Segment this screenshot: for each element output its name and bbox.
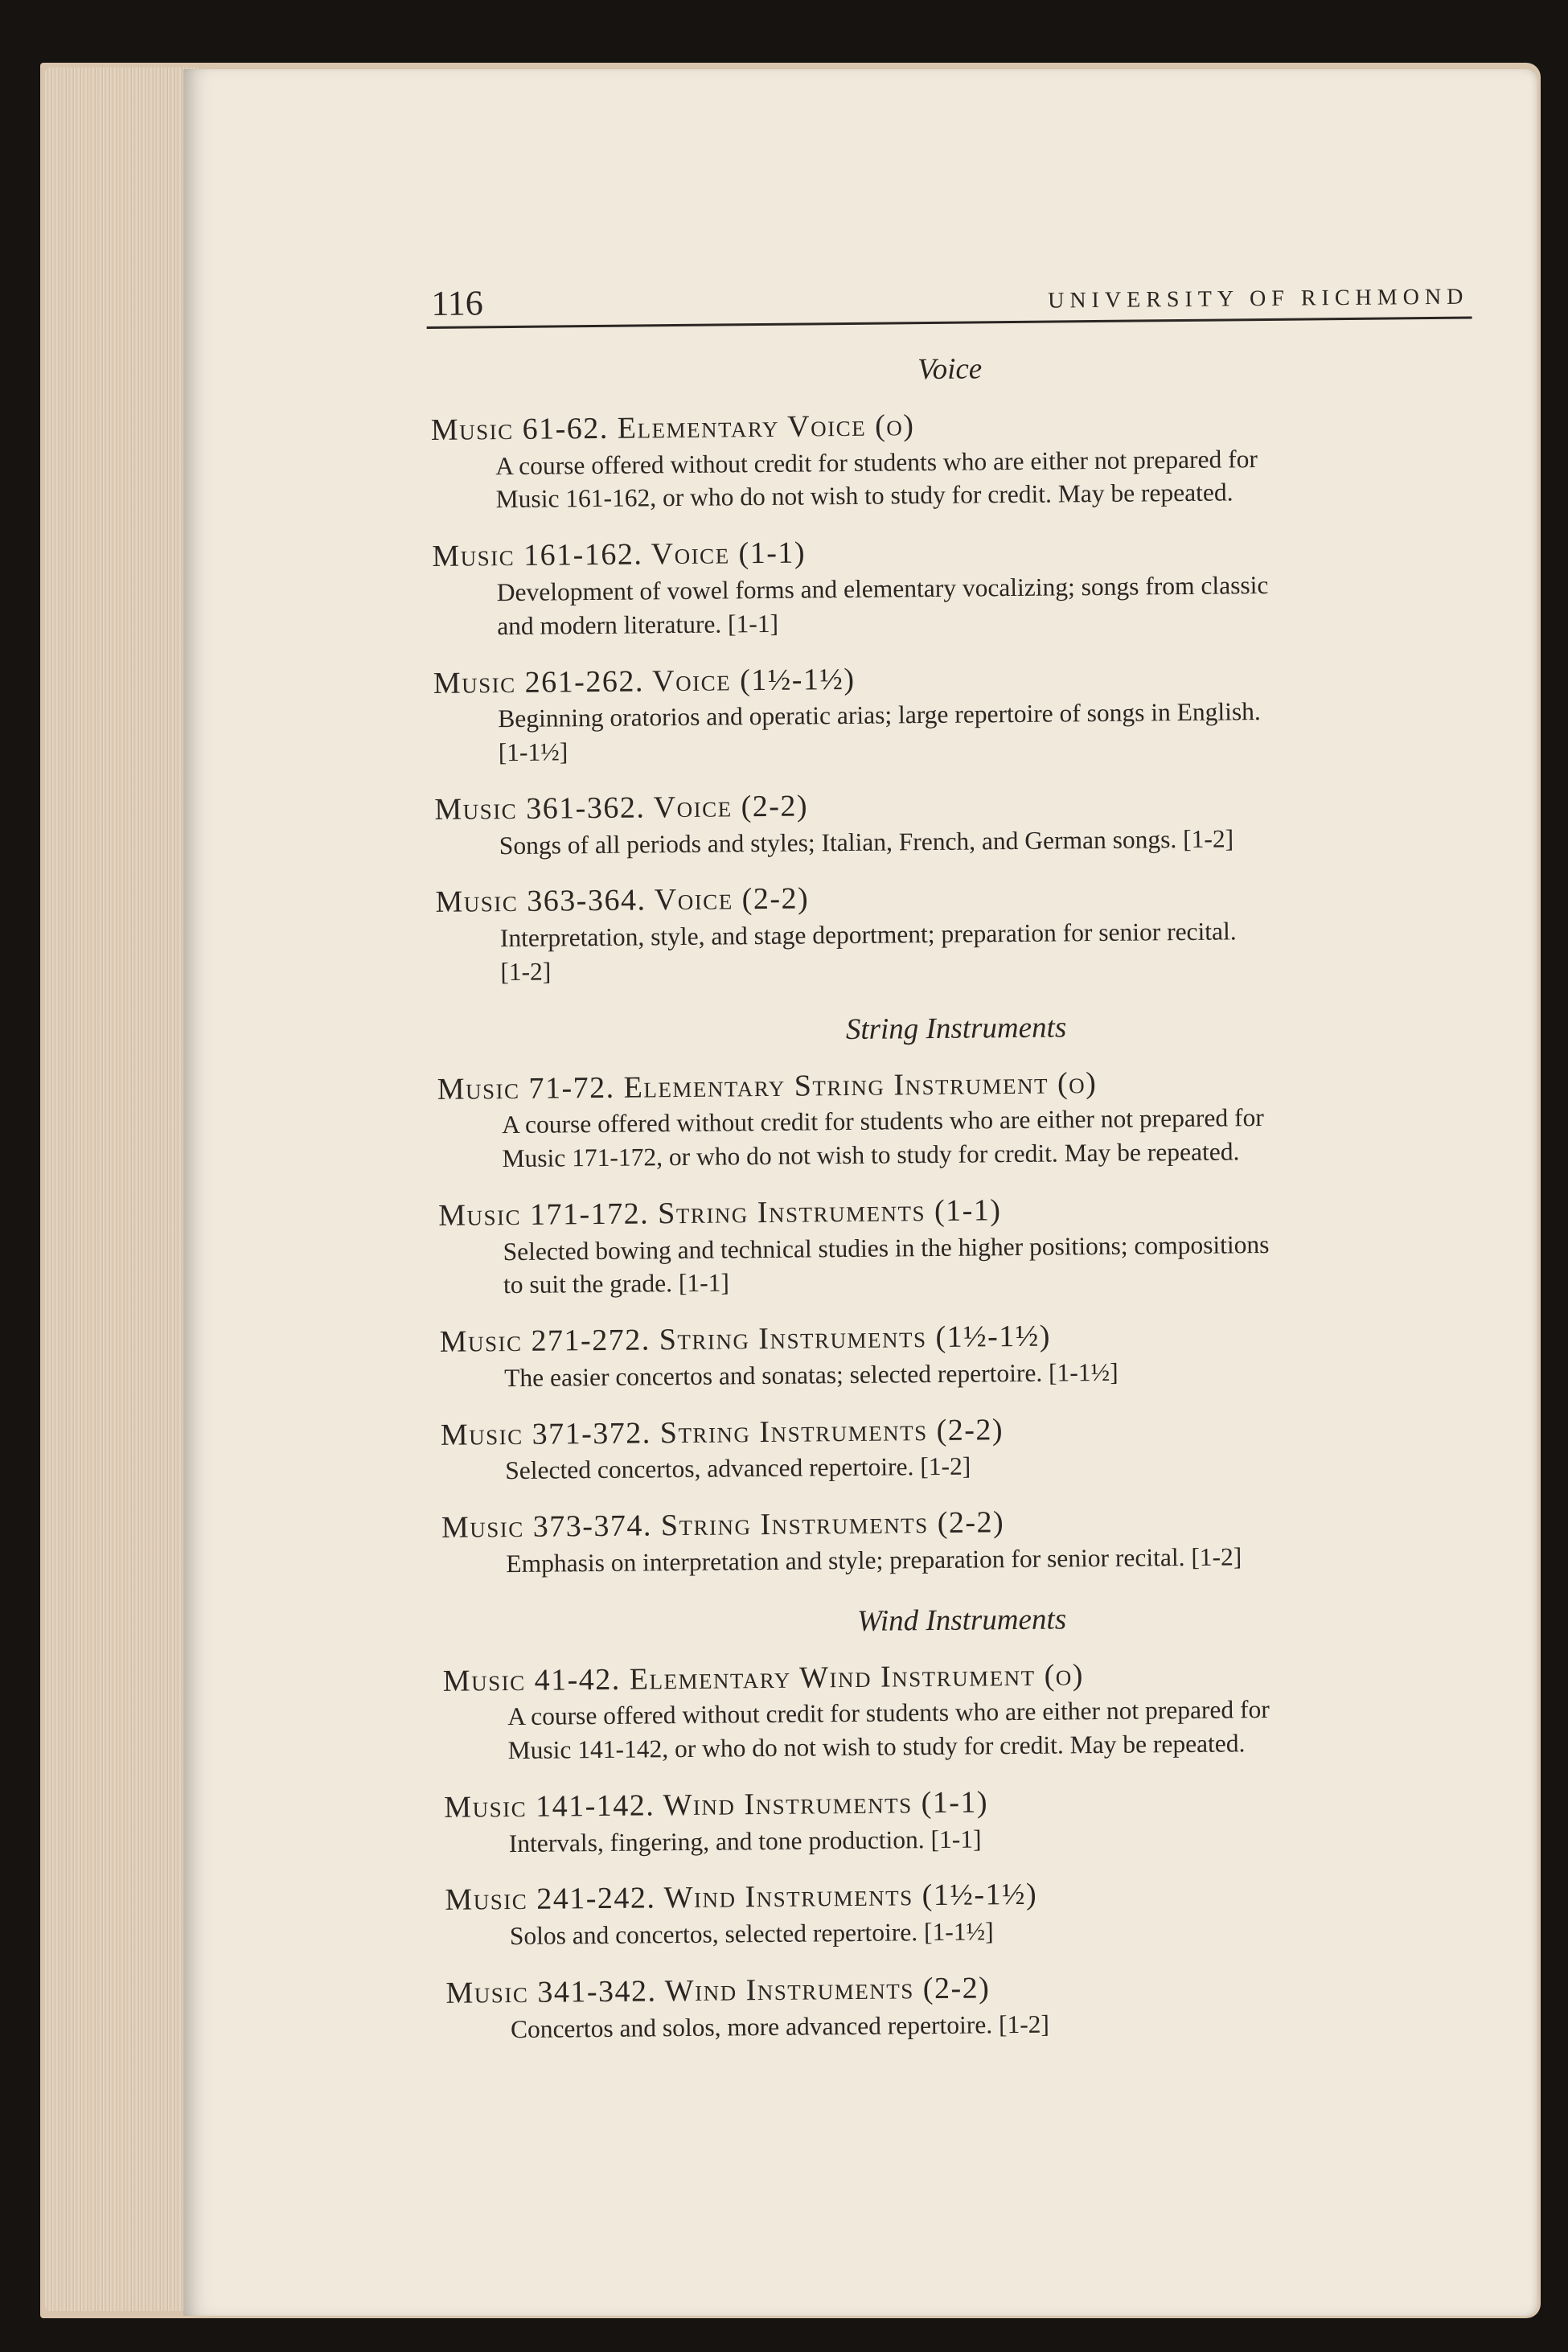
course-title: Music 373-374. String Instruments (2-2) — [441, 1505, 1005, 1545]
course-title: Music 363-364. Voice (2-2) — [435, 881, 810, 920]
course-entry — [434, 782, 1477, 861]
course-description-line: Music 171-172, or who do not wish to study for credit. May be repeated. — [502, 1137, 1240, 1173]
course-title: Music 41-42. Elementary Wind Instrument (o) — [442, 1657, 1085, 1698]
course-description-line: and modern literature. [1-1] — [497, 609, 779, 640]
course-description-line: A course offered without credit for students who are either not prepared for — [507, 1695, 1270, 1731]
course-title: Music 241-242. Wind Instruments (1½-1½) — [445, 1878, 1038, 1918]
course-description-line: The easier concertos and sonatas; selected repertoire. [1-1½] — [504, 1357, 1119, 1392]
course-title: Music 361-362. Voice (2-2) — [434, 789, 809, 827]
course-description-line: [1-1½] — [498, 737, 569, 767]
course-title: Music 161-162. Voice (1-1) — [432, 536, 807, 574]
page-number: 116 — [431, 283, 483, 323]
course-title: Music 341-342. Wind Instruments (2-2) — [445, 1971, 991, 2010]
course-entry — [431, 404, 1474, 516]
course-title: Music 271-272. String Instruments (1½-1½) — [439, 1319, 1052, 1360]
course-section — [439, 1570, 1488, 2045]
page-content — [426, 264, 1488, 2046]
course-sections — [427, 319, 1488, 2046]
course-entry — [445, 1874, 1488, 1952]
course-description-line: Intervals, fingering, and tone production. [1-1] — [508, 1825, 982, 1857]
course-entry — [433, 656, 1476, 769]
course-description-line: A course offered without credit for students who are either not prepared for — [495, 444, 1258, 480]
course-description-line: [1-2] — [500, 957, 552, 986]
course-title: Music 71-72. Elementary String Instrument (o) — [437, 1065, 1098, 1106]
course-description-line: Beginning oratorios and operatic arias; large repertoire of songs in English. — [498, 697, 1261, 733]
section-heading: String Instruments — [845, 1011, 1067, 1046]
course-description-line: Selected concertos, advanced repertoire. [1-2] — [505, 1451, 971, 1485]
course-entry — [444, 1780, 1487, 1859]
course-entry — [437, 1062, 1480, 1175]
course-entry — [445, 1966, 1488, 2045]
page-header — [426, 264, 1472, 329]
course-title: Music 141-142. Wind Instruments (1-1) — [444, 1785, 989, 1825]
course-description-line: Development of vowel forms and elementary vocalizing; songs from classic — [496, 570, 1269, 607]
course-entry — [441, 1408, 1484, 1487]
running-head: UNIVERSITY OF RICHMOND — [1048, 284, 1469, 314]
section-heading: Wind Instruments — [856, 1603, 1067, 1638]
course-description-line: Music 141-142, or who do not wish to study for credit. May be repeated. — [507, 1729, 1246, 1765]
course-entry — [443, 1654, 1486, 1767]
page-edges — [45, 68, 198, 2311]
course-title: Music 371-372. String Instruments (2-2) — [440, 1412, 1004, 1452]
course-description-line: Music 161-162, or who do not wish to study for credit. May be repeated. — [495, 478, 1233, 514]
course-description-line: to suit the grade. [1-1] — [503, 1268, 730, 1299]
course-description-line: Solos and concertos, selected repertoire. [1-1½] — [509, 1917, 994, 1951]
course-entry — [441, 1501, 1484, 1580]
course-title: Music 171-172. String Instruments (1-1) — [438, 1193, 1002, 1233]
course-description-line: Concertos and solos, more advanced repertoire. [1-2] — [510, 2009, 1050, 2043]
course-description-line: Emphasis on interpretation and style; preparation for senior recital. [1-2] — [506, 1542, 1242, 1578]
course-section — [427, 319, 1479, 988]
section-heading: Voice — [917, 352, 983, 387]
course-entry — [440, 1316, 1483, 1394]
course-section — [433, 978, 1484, 1579]
course-title: Music 261-262. Voice (1½-1½) — [433, 662, 856, 700]
course-entry — [435, 876, 1478, 988]
course-description-line: Songs of all periods and styles; Italian, French, and German songs. [1-2] — [499, 823, 1234, 860]
course-description-line: Selected bowing and technical studies in the higher positions; compositions — [503, 1229, 1270, 1266]
course-description-line: A course offered without credit for students who are either not prepared for — [502, 1103, 1264, 1139]
course-entry — [438, 1188, 1481, 1301]
course-title: Music 61-62. Elementary Voice (o) — [430, 408, 915, 447]
course-description-line: Interpretation, style, and stage deportment; preparation for senior recital. — [499, 917, 1237, 953]
course-entry — [432, 530, 1475, 642]
